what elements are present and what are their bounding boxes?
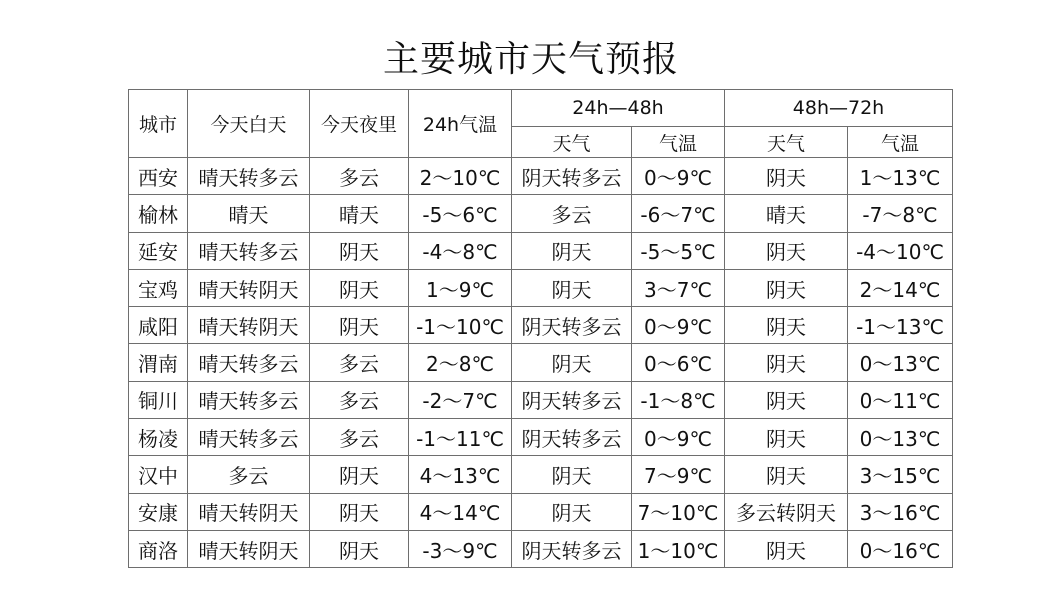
cell-temp-24h: 4～14℃ <box>409 493 512 530</box>
cell-today-day: 晴天转阴天 <box>188 530 310 567</box>
cell-temp-48-72: 0～16℃ <box>848 530 953 567</box>
table-row <box>129 530 953 567</box>
cell-temp-48-72: 0～13℃ <box>848 419 953 456</box>
cell-temp-24h: 2～10℃ <box>409 158 512 195</box>
cell-temp-48-72: 3～15℃ <box>848 456 953 493</box>
cell-today-day: 晴天转阴天 <box>188 307 310 344</box>
cell-temp-24h: 1～9℃ <box>409 269 512 306</box>
table-row <box>129 456 953 493</box>
cell-weather-48-72: 多云转阴天 <box>725 493 848 530</box>
cell-weather-48-72: 阴天 <box>725 232 848 269</box>
page-title: 主要城市天气预报 <box>382 39 679 80</box>
cell-temp-24-48: -1～8℃ <box>632 381 725 418</box>
cell-temp-24h: -1～11℃ <box>409 419 512 456</box>
cell-today-day: 晴天转多云 <box>188 158 310 195</box>
header-today-day: 今天白天 <box>188 90 310 158</box>
table-row <box>129 493 953 530</box>
cell-city: 铜川 <box>129 381 188 418</box>
cell-weather-48-72: 阴天 <box>725 381 848 418</box>
table-row <box>129 307 953 344</box>
cell-temp-24-48: 0～9℃ <box>632 307 725 344</box>
cell-weather-24-48: 阴天 <box>512 493 632 530</box>
cell-today-night: 晴天 <box>310 195 409 232</box>
cell-weather-24-48: 阴天 <box>512 269 632 306</box>
cell-weather-24-48: 阴天 <box>512 456 632 493</box>
cell-weather-24-48: 阴天转多云 <box>512 307 632 344</box>
cell-temp-24h: -4～8℃ <box>409 232 512 269</box>
cell-city: 宝鸡 <box>129 269 188 306</box>
cell-city: 安康 <box>129 493 188 530</box>
table-row <box>129 344 953 381</box>
cell-temp-48-72: 3～16℃ <box>848 493 953 530</box>
cell-temp-24-48: -5～5℃ <box>632 232 725 269</box>
cell-today-night: 阴天 <box>310 307 409 344</box>
cell-city: 延安 <box>129 232 188 269</box>
cell-city: 商洛 <box>129 530 188 567</box>
cell-temp-24-48: 0～9℃ <box>632 158 725 195</box>
table-body <box>129 158 953 568</box>
cell-temp-48-72: 2～14℃ <box>848 269 953 306</box>
header-city: 城市 <box>129 90 188 158</box>
cell-today-night: 阴天 <box>310 232 409 269</box>
cell-today-night: 多云 <box>310 381 409 418</box>
cell-today-night: 阴天 <box>310 456 409 493</box>
table-header <box>129 90 953 158</box>
cell-today-day: 晴天转多云 <box>188 232 310 269</box>
cell-weather-24-48: 阴天转多云 <box>512 530 632 567</box>
cell-city: 咸阳 <box>129 307 188 344</box>
cell-weather-24-48: 阴天 <box>512 232 632 269</box>
table-row <box>129 232 953 269</box>
cell-temp-48-72: -1～13℃ <box>848 307 953 344</box>
cell-weather-24-48: 阴天转多云 <box>512 419 632 456</box>
cell-city: 西安 <box>129 158 188 195</box>
cell-today-night: 阴天 <box>310 269 409 306</box>
cell-temp-24h: -1～10℃ <box>409 307 512 344</box>
cell-city: 汉中 <box>129 456 188 493</box>
cell-temp-24h: 4～13℃ <box>409 456 512 493</box>
cell-weather-48-72: 晴天 <box>725 195 848 232</box>
header-weather-24-48: 天气 <box>512 127 632 158</box>
cell-today-day: 晴天转多云 <box>188 381 310 418</box>
cell-today-night: 多云 <box>310 344 409 381</box>
cell-today-night: 阴天 <box>310 493 409 530</box>
table-row <box>129 195 953 232</box>
cell-city: 杨凌 <box>129 419 188 456</box>
cell-temp-24h: -2～7℃ <box>409 381 512 418</box>
cell-temp-24-48: 7～10℃ <box>632 493 725 530</box>
cell-temp-24-48: 0～9℃ <box>632 419 725 456</box>
header-temp-24h: 24h气温 <box>409 90 512 158</box>
cell-weather-48-72: 阴天 <box>725 456 848 493</box>
cell-city: 渭南 <box>129 344 188 381</box>
table-row <box>129 269 953 306</box>
cell-today-day: 晴天转阴天 <box>188 269 310 306</box>
header-temp-48-72: 气温 <box>848 127 953 158</box>
cell-weather-24-48: 阴天 <box>512 344 632 381</box>
table-row <box>129 158 953 195</box>
cell-today-night: 阴天 <box>310 530 409 567</box>
cell-temp-48-72: 0～11℃ <box>848 381 953 418</box>
header-group-24-48: 24h—48h <box>512 90 725 127</box>
cell-today-day: 晴天转多云 <box>188 419 310 456</box>
cell-city: 榆林 <box>129 195 188 232</box>
cell-today-day: 多云 <box>188 456 310 493</box>
cell-weather-24-48: 阴天转多云 <box>512 158 632 195</box>
cell-temp-24-48: 0～6℃ <box>632 344 725 381</box>
cell-temp-24-48: -6～7℃ <box>632 195 725 232</box>
cell-temp-48-72: 1～13℃ <box>848 158 953 195</box>
cell-today-night: 多云 <box>310 158 409 195</box>
header-today-night: 今天夜里 <box>310 90 409 158</box>
cell-weather-48-72: 阴天 <box>725 344 848 381</box>
cell-today-day: 晴天转多云 <box>188 344 310 381</box>
cell-weather-48-72: 阴天 <box>725 307 848 344</box>
cell-temp-48-72: -7～8℃ <box>848 195 953 232</box>
cell-weather-48-72: 阴天 <box>725 269 848 306</box>
table-row <box>129 419 953 456</box>
cell-temp-24h: -5～6℃ <box>409 195 512 232</box>
cell-today-night: 多云 <box>310 419 409 456</box>
cell-weather-24-48: 阴天转多云 <box>512 381 632 418</box>
cell-temp-24-48: 1～10℃ <box>632 530 725 567</box>
header-temp-24-48: 气温 <box>632 127 725 158</box>
cell-weather-48-72: 阴天 <box>725 419 848 456</box>
cell-temp-24-48: 7～9℃ <box>632 456 725 493</box>
forecast-table <box>128 89 953 568</box>
cell-temp-48-72: 0～13℃ <box>848 344 953 381</box>
cell-temp-24h: 2～8℃ <box>409 344 512 381</box>
cell-temp-24-48: 3～7℃ <box>632 269 725 306</box>
cell-temp-24h: -3～9℃ <box>409 530 512 567</box>
cell-today-day: 晴天转阴天 <box>188 493 310 530</box>
header-weather-48-72: 天气 <box>725 127 848 158</box>
cell-weather-48-72: 阴天 <box>725 158 848 195</box>
cell-weather-24-48: 多云 <box>512 195 632 232</box>
cell-temp-48-72: -4～10℃ <box>848 232 953 269</box>
header-group-48-72: 48h—72h <box>725 90 953 127</box>
table-row <box>129 381 953 418</box>
cell-weather-48-72: 阴天 <box>725 530 848 567</box>
cell-today-day: 晴天 <box>188 195 310 232</box>
